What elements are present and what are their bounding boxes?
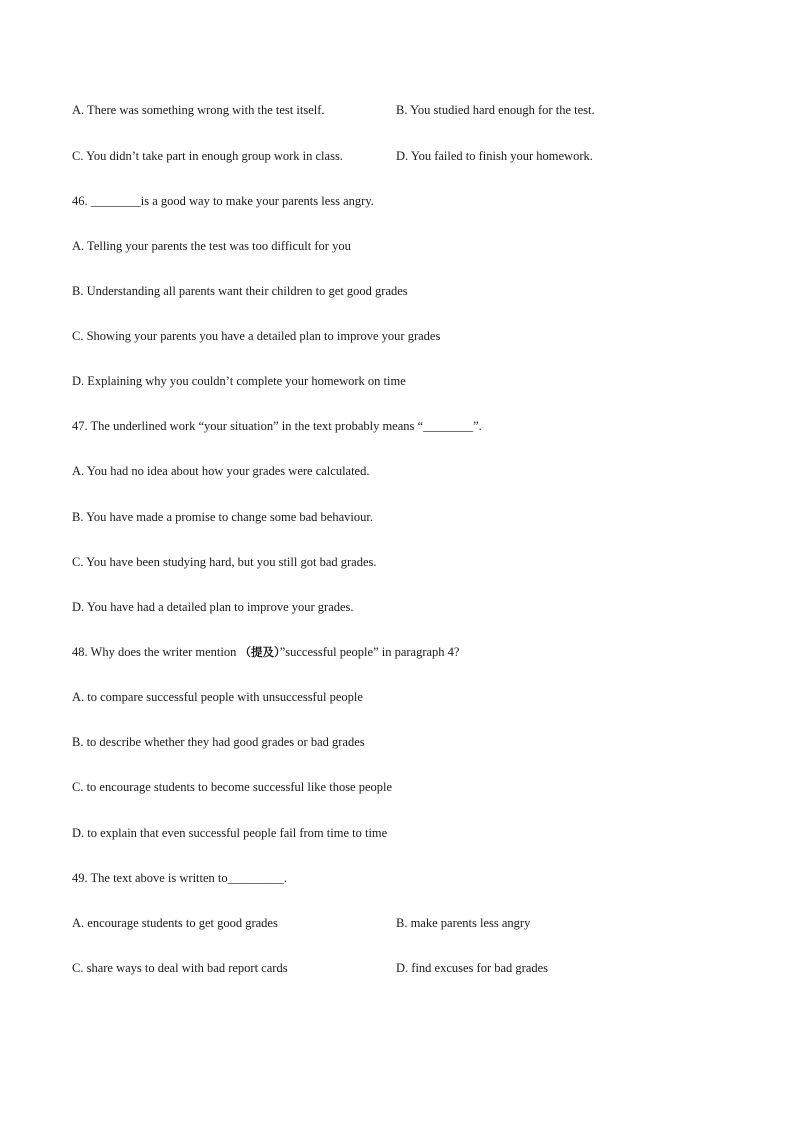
q47-option-d: D. You have had a detailed plan to improve your grades. xyxy=(72,600,354,614)
q46-option-d: D. Explaining why you couldn’t complete your homework on time xyxy=(72,374,406,388)
q49-option-a: A. encourage students to get good grades xyxy=(72,916,278,930)
q48-stem-after: ”successful people” in paragraph 4? xyxy=(279,645,460,659)
q45-option-c: C. You didn’t take part in enough group work in class. xyxy=(72,149,343,163)
q49-option-d: D. find excuses for bad grades xyxy=(396,961,549,975)
q48-stem xyxy=(72,644,459,660)
q48-option-b: B. to describe whether they had good grades or bad grades xyxy=(72,735,365,749)
q49-option-b: B. make parents less angry xyxy=(396,916,531,930)
q46-option-c: C. Showing your parents you have a detailed plan to improve your grades xyxy=(72,329,441,343)
q45-option-b: B. You studied hard enough for the test. xyxy=(396,103,595,117)
q47-option-a: A. You had no idea about how your grades were calculated. xyxy=(72,464,370,478)
q48-option-c: C. to encourage students to become successful like those people xyxy=(72,780,393,794)
q48-option-a: A. to compare successful people with unsuccessful people xyxy=(72,690,363,704)
q45-option-d: D. You failed to finish your homework. xyxy=(396,149,593,163)
q48-stem-before: 48. Why does the writer mention xyxy=(72,645,240,659)
q46-option-a: A. Telling your parents the test was too difficult for you xyxy=(72,239,351,253)
q49-stem: 49. The text above is written to_________. xyxy=(72,871,288,885)
q45-option-a: A. There was something wrong with the test itself. xyxy=(72,103,325,117)
q47-stem: 47. The underlined work “your situation” in the text probably means “________”. xyxy=(72,419,482,433)
q47-option-b: B. You have made a promise to change some bad behaviour. xyxy=(72,510,373,524)
q46-option-b: B. Understanding all parents want their children to get good grades xyxy=(72,284,408,298)
q48-stem-chinese-gloss: （提及） xyxy=(239,645,280,659)
q47-option-c: C. You have been studying hard, but you still got bad grades. xyxy=(72,555,377,569)
q48-option-d: D. to explain that even successful people fail from time to time xyxy=(72,826,388,840)
q49-option-c: C. share ways to deal with bad report cards xyxy=(72,961,288,975)
q46-stem: 46. ________is a good way to make your parents less angry. xyxy=(72,194,374,208)
